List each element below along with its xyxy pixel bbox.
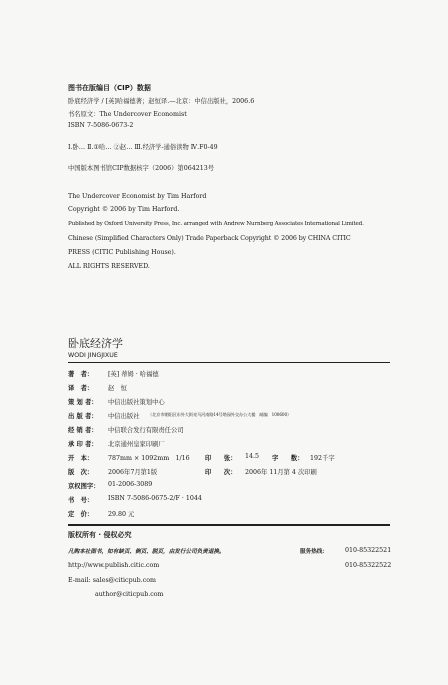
rights-line-6: ALL RIGHTS RESERVED. bbox=[68, 263, 150, 270]
rights-line-5: PRESS (CITIC Publishing House). bbox=[68, 249, 176, 256]
cip-heading: 图书在版编目（CIP）数据 bbox=[68, 84, 151, 92]
edition-label: 版 次： bbox=[68, 469, 94, 476]
cip-line-2: 书名原文：The Undercover Economist bbox=[68, 111, 187, 118]
planner-label: 策 划 者： bbox=[68, 399, 98, 406]
hotline-label: 服务热线： bbox=[300, 549, 328, 555]
book-pinyin: WODI JINGJIXUE bbox=[68, 352, 118, 359]
author-value: [英] 蒂姆 · 哈福德 bbox=[108, 371, 159, 378]
isbn-value: ISBN 7-5086-0675-2/F · 1044 bbox=[108, 495, 202, 502]
translator-label: 译 者： bbox=[68, 385, 94, 392]
rights-line-2: Copyright © 2006 by Tim Harford. bbox=[68, 206, 180, 213]
publisher-label: 出 版 者： bbox=[68, 413, 98, 420]
cip-isbn: ISBN 7-5086-0673-2 bbox=[68, 122, 134, 129]
author-email-link[interactable]: author@citicpub.com bbox=[95, 591, 164, 598]
contract-label: 京权图字： bbox=[68, 483, 100, 490]
rights-line-3: Published by Oxford University Press, Inc. arranged with Andrew Nurnberg Associates International Limited. bbox=[68, 221, 364, 227]
edition-value: 2006年7月第1版 bbox=[108, 469, 158, 476]
words-value: 192千字 bbox=[310, 455, 335, 462]
printer-label: 承 印 者： bbox=[68, 441, 98, 448]
author-label: 著 者： bbox=[68, 371, 94, 378]
footer-notice: 凡购本社图书，如有缺页、倒页、脱页，由发行公司负责退换。 bbox=[68, 549, 225, 555]
price-value: 29.80 元 bbox=[108, 511, 135, 518]
book-title: 卧底经济学 bbox=[68, 337, 123, 350]
footer-heading: 版权所有 · 侵权必究 bbox=[68, 531, 132, 539]
contract-value: 01-2006-3089 bbox=[108, 481, 153, 488]
cip-line-1: 卧底经济学 / [英]哈福德著；赵恒译.—北京：中信出版社，2006.6 bbox=[68, 98, 255, 105]
hotline-2: 010-85322522 bbox=[345, 562, 392, 569]
cip-record: 中国版本图书馆CIP数据核字（2006）第064213号 bbox=[68, 165, 215, 172]
sheets-label: 印 张： bbox=[205, 455, 237, 462]
distributor-label: 经 销 者： bbox=[68, 427, 98, 434]
impression-label: 印 次： bbox=[205, 469, 237, 476]
isbn-label: 书 号： bbox=[68, 497, 94, 504]
translator-value: 赵 恒 bbox=[108, 385, 127, 392]
divider-bottom bbox=[68, 524, 390, 526]
format-value: 787mm × 1092mm 1/16 bbox=[108, 455, 190, 462]
publisher-address: （北京市朝阳区东外大街亮马河南路14号塔园外交办公大楼 邮编 100600） bbox=[148, 412, 292, 417]
printer-value: 北京通州皇家印刷厂 bbox=[108, 441, 165, 448]
rights-line-1: The Undercover Economist by Tim Harford bbox=[68, 193, 207, 200]
sheets-value: 14.5 bbox=[245, 453, 260, 460]
hotline-1: 010-85322521 bbox=[345, 547, 392, 554]
distributor-value: 中信联合发行有限责任公司 bbox=[108, 427, 184, 434]
words-label: 字 数： bbox=[272, 455, 304, 462]
divider-top bbox=[68, 362, 390, 363]
cip-classification: Ⅰ.卧… Ⅱ.①哈… ②赵… Ⅲ.经济学-通俗读物 Ⅳ.F0-49 bbox=[68, 144, 218, 151]
planner-value: 中信出版社策划中心 bbox=[108, 399, 165, 406]
rights-line-4: Chinese (Simplified Characters Only) Trade Paperback Copyright © 2006 by CHINA CITIC bbox=[68, 235, 351, 242]
impression-value: 2006年 11月第 4 次印刷 bbox=[245, 469, 317, 476]
sales-email-link[interactable]: E-mail: sales@citicpub.com bbox=[68, 577, 156, 584]
format-label: 开 本： bbox=[68, 455, 94, 462]
website-link[interactable]: http://www.publish.citic.com bbox=[68, 562, 160, 569]
price-label: 定 价： bbox=[68, 511, 94, 518]
publisher-value: 中信出版社 bbox=[108, 413, 140, 420]
